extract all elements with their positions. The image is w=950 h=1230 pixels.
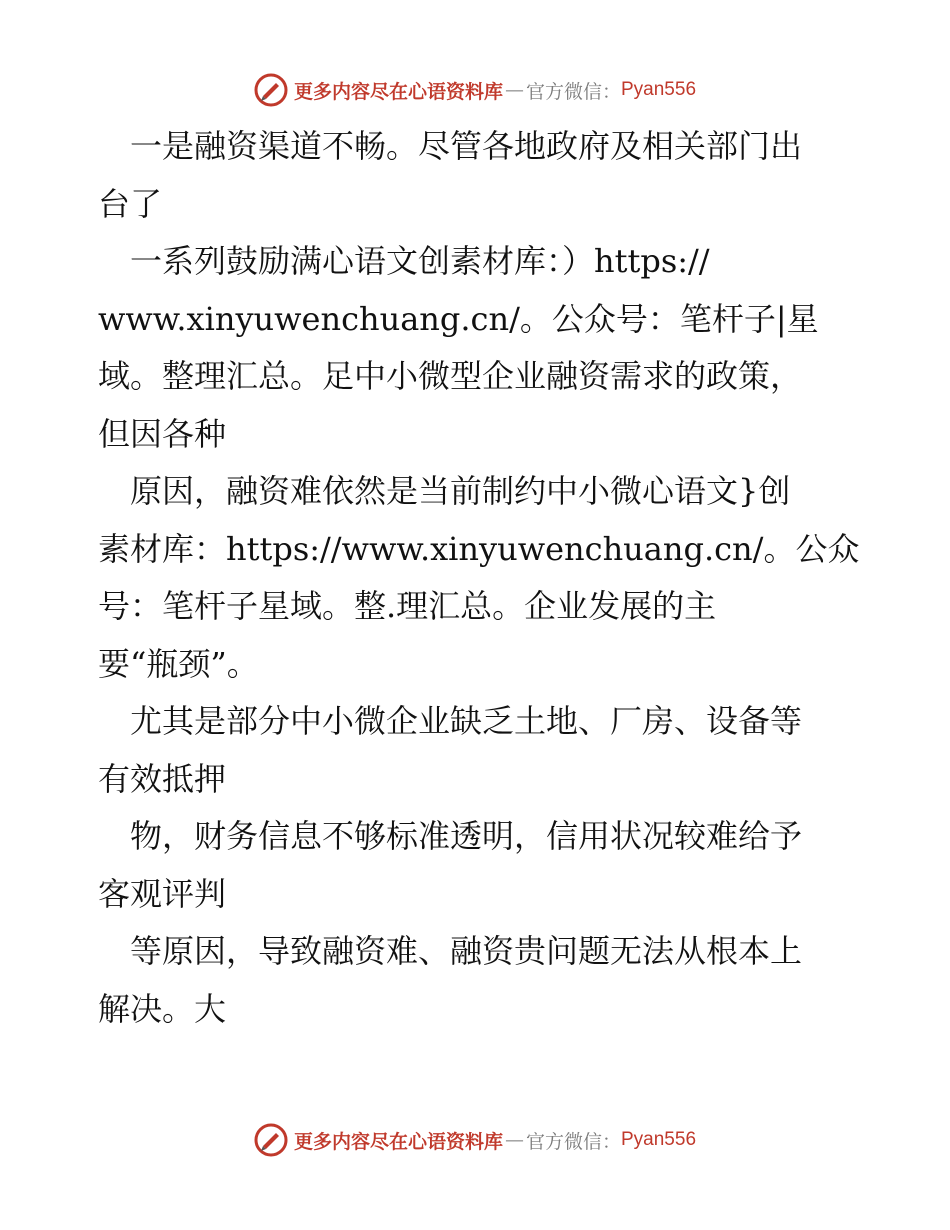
footer-banner-wechat-label: 官方微信：: [525, 1130, 621, 1153]
body-line: 解决。大: [98, 989, 227, 1028]
body-line: www.xinyuwenchuang.cn/。公众号：笔杆子|星: [98, 299, 819, 338]
footer-banner: [0, 1120, 950, 1160]
header-banner-wechat-label: 官方微信：: [525, 80, 621, 103]
brand-logo-icon: [254, 73, 288, 107]
footer-banner-dash: —: [504, 1129, 524, 1151]
body-line: 号：笔杆子星域。整.理汇总。企业发展的主: [98, 587, 717, 625]
body-line: 一系列鼓励满心语文创素材库：）https://: [98, 242, 710, 280]
body-line: 但因各种: [98, 414, 227, 453]
header-banner: [0, 70, 950, 110]
body-line: 域。整理汇总。足中小微型企业融资需求的政策，: [98, 357, 803, 395]
brand-logo-icon: [254, 1123, 288, 1157]
body-line: 有效抵押: [98, 759, 227, 798]
body-line: 素材库：https://www.xinyuwenchuang.cn/。公众: [98, 529, 860, 568]
body-line: 尤其是部分中小微企业缺乏土地、厂房、设备等: [98, 702, 803, 740]
body-line: 物，财务信息不够标准透明，信用状况较难给予: [98, 817, 803, 855]
header-banner-title: 更多内容尽在心语资料库: [293, 80, 503, 103]
body-line: 等原因，导致融资难、融资贵问题无法从根本上: [98, 932, 803, 970]
body-line: 原因，融资难依然是当前制约中小微心语文}创: [98, 472, 791, 510]
body-line: 台了: [98, 184, 163, 223]
body-line: 要“瓶颈”。: [98, 644, 259, 683]
body-line: 客观评判: [98, 874, 227, 913]
body-line: 一是融资渠道不畅。尽管各地政府及相关部门出: [98, 127, 803, 165]
header-banner-dash: —: [504, 79, 524, 101]
footer-banner-wechat-id: Pyan556: [621, 1129, 697, 1150]
header-banner-wechat-id: Pyan556: [621, 79, 697, 100]
document-body: [98, 118, 868, 1038]
footer-banner-title: 更多内容尽在心语资料库: [293, 1130, 503, 1153]
